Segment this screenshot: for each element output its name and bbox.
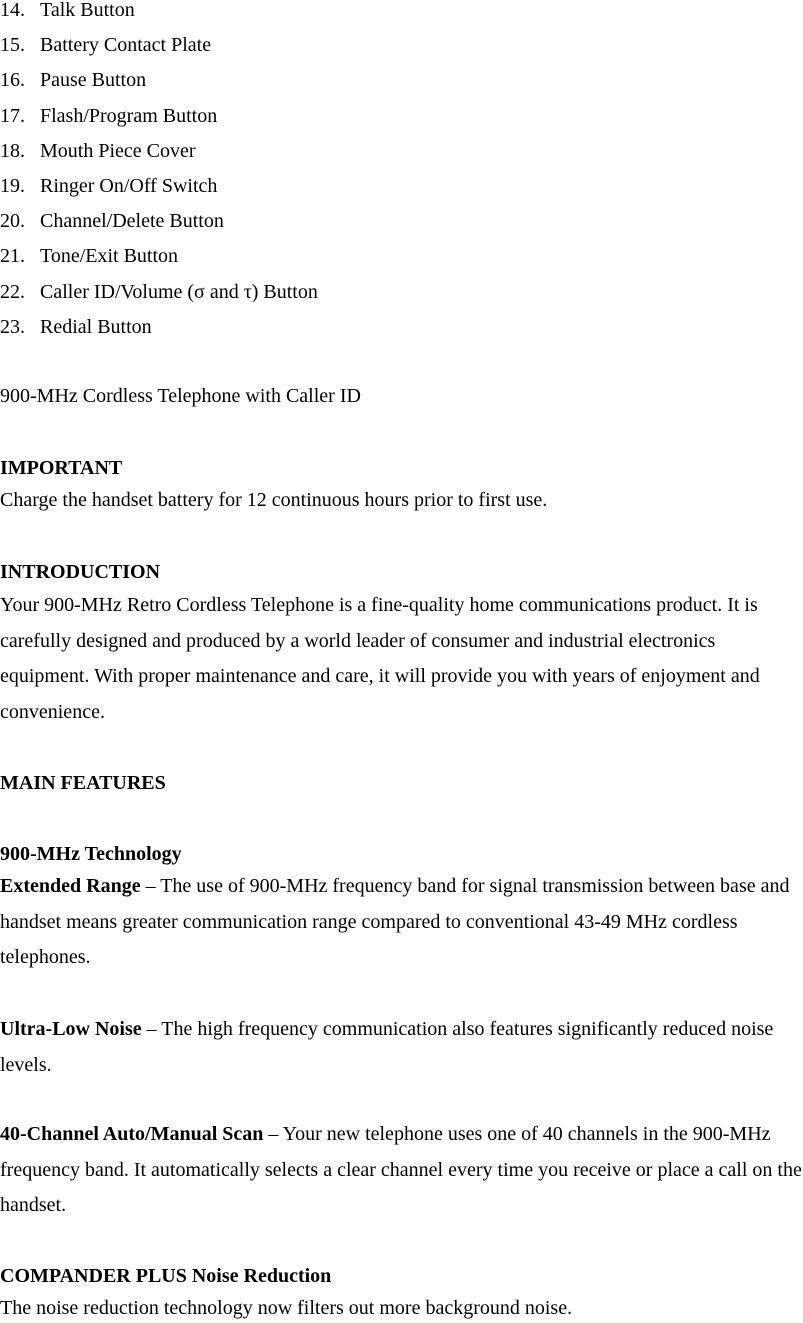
list-item [0,70,318,105]
item-label: Channel/Delete Button [40,210,224,233]
list-item [0,282,318,317]
compander-heading: COMPANDER PLUS Noise Reduction [0,1265,332,1287]
introduction-text: Your 900-MHz Retro Cordless Telephone is a fine-quality home communications product. It is carefully designed and produced by a world leader of consumer and industrial electronics equipment. With proper maintenance and care, it will provide you with years of enjoyment and convenience. [0,594,760,723]
item-label: Flash/Program Button [40,104,218,127]
item-label: Redial Button [40,315,152,338]
item-number: 19. [0,174,25,197]
item-label: Caller ID/Volume (σ and τ) Button [40,280,318,303]
list-item [0,246,318,281]
ultra-low-noise-paragraph [0,1012,803,1083]
extended-range-lead: Extended Range [0,875,141,897]
list-item [0,106,318,141]
ultra-low-noise-text: – The high frequency communication also features significantly reduced noise levels. [0,1018,774,1076]
item-number: 14. [0,0,25,21]
item-number: 17. [0,104,25,127]
item-label: Tone/Exit Button [40,245,179,268]
item-label: Pause Button [40,69,147,92]
item-label: Battery Contact Plate [40,34,212,57]
item-label: Talk Button [40,0,135,21]
channel-scan-text: – Your new telephone uses one of 40 channels in the 900-MHz frequency band. It automatically selects a clear channel every time you receive or place a call on the handset. [0,1123,802,1217]
item-number: 23. [0,315,25,338]
extended-range-paragraph [0,869,803,976]
compander-text: The noise reduction technology now filters out more background noise. [0,1297,573,1319]
item-number: 18. [0,139,25,162]
ultra-low-noise-lead: Ultra-Low Noise [0,1018,142,1040]
item-label: Ringer On/Off Switch [40,174,218,197]
channel-scan-paragraph [0,1117,803,1224]
item-number: 21. [0,245,25,268]
item-number: 20. [0,210,25,233]
introduction-heading: INTRODUCTION [0,561,161,583]
list-item [0,176,318,211]
parts-list [0,0,318,352]
item-label: Mouth Piece Cover [40,139,196,162]
main-features-heading: MAIN FEATURES [0,772,166,794]
list-item [0,211,318,246]
item-number: 22. [0,280,25,303]
list-item [0,35,318,70]
item-number: 15. [0,34,25,57]
product-title: 900-MHz Cordless Telephone with Caller ID [0,385,361,407]
important-heading: IMPORTANT [0,457,123,479]
list-item [0,0,318,35]
extended-range-text: – The use of 900-MHz frequency band for signal transmission between base and handset means greater communication range compared to conventional 43-49 MHz cordless telephones. [0,875,790,969]
technology-heading: 900-MHz Technology [0,843,182,865]
item-number: 16. [0,69,25,92]
list-item [0,141,318,176]
important-text: Charge the handset battery for 12 continuous hours prior to first use. [0,489,548,511]
channel-scan-lead: 40-Channel Auto/Manual Scan [0,1123,264,1145]
list-item [0,317,318,352]
